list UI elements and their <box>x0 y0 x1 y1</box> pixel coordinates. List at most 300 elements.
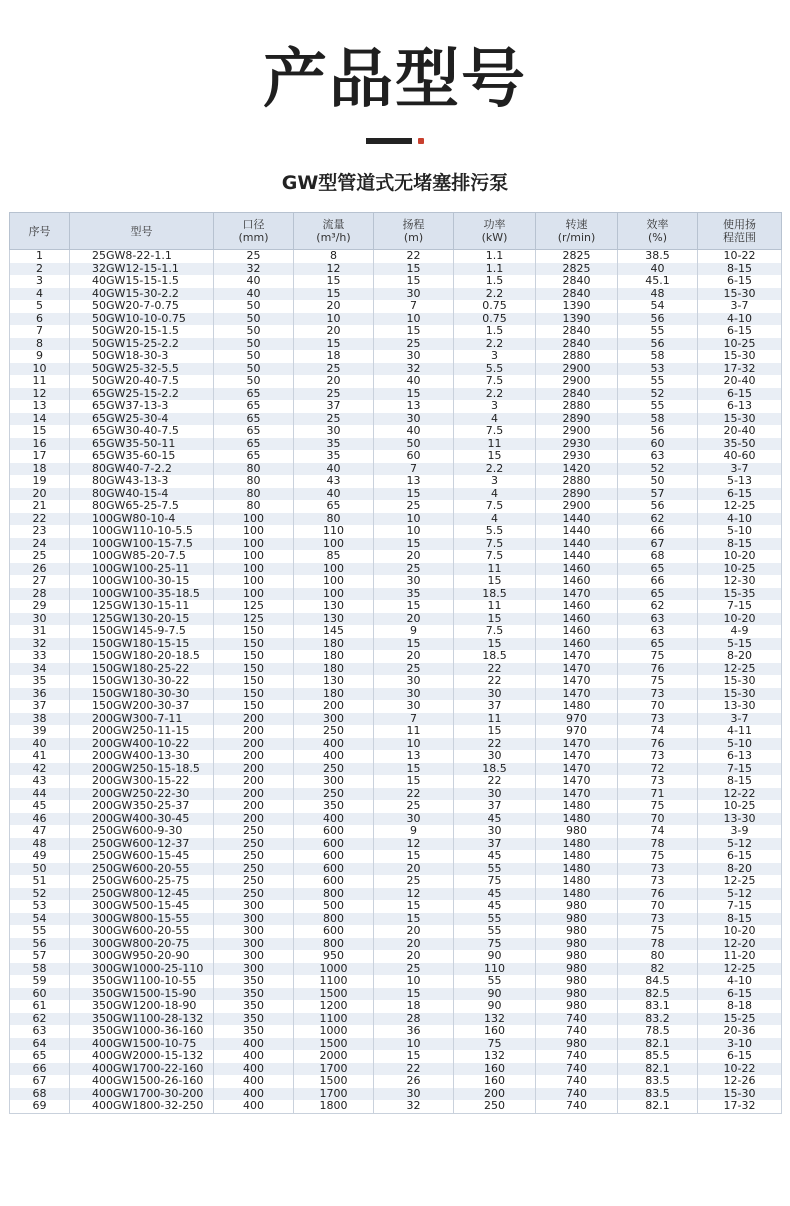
cell-speed: 970 <box>536 725 618 738</box>
cell-head: 25 <box>374 875 454 888</box>
cell-flow: 1500 <box>294 1075 374 1088</box>
cell-model: 200GW400-10-22 <box>70 738 214 751</box>
cell-power: 160 <box>454 1025 536 1038</box>
cell-speed: 2900 <box>536 500 618 513</box>
cell-speed: 1480 <box>536 838 618 851</box>
cell-index: 29 <box>10 600 70 613</box>
cell-head: 30 <box>374 575 454 588</box>
cell-head: 12 <box>374 888 454 901</box>
cell-diameter: 250 <box>214 863 294 876</box>
cell-flow: 350 <box>294 800 374 813</box>
cell-efficiency: 58 <box>618 413 698 426</box>
cell-efficiency: 70 <box>618 700 698 713</box>
cell-model: 32GW12-15-1.1 <box>70 263 214 276</box>
cell-head-range: 20-40 <box>698 375 782 388</box>
cell-efficiency: 73 <box>618 775 698 788</box>
cell-head: 20 <box>374 550 454 563</box>
cell-diameter: 150 <box>214 688 294 701</box>
cell-head-range: 8-15 <box>698 913 782 926</box>
cell-model: 200GW250-11-15 <box>70 725 214 738</box>
cell-diameter: 65 <box>214 425 294 438</box>
cell-power: 0.75 <box>454 313 536 326</box>
cell-model: 250GW600-15-45 <box>70 850 214 863</box>
cell-flow: 100 <box>294 538 374 551</box>
cell-diameter: 80 <box>214 463 294 476</box>
table-row <box>10 438 782 451</box>
cell-power: 5.5 <box>454 363 536 376</box>
cell-model: 100GW100-35-18.5 <box>70 588 214 601</box>
cell-speed: 2890 <box>536 488 618 501</box>
cell-power: 250 <box>454 1100 536 1113</box>
cell-power: 200 <box>454 1088 536 1101</box>
cell-efficiency: 38.5 <box>618 250 698 263</box>
cell-diameter: 65 <box>214 450 294 463</box>
table-row <box>10 325 782 338</box>
cell-diameter: 300 <box>214 950 294 963</box>
cell-speed: 1460 <box>536 638 618 651</box>
cell-flow: 1700 <box>294 1088 374 1101</box>
table-row <box>10 275 782 288</box>
table-row <box>10 588 782 601</box>
table-body <box>10 250 782 1114</box>
table-row <box>10 688 782 701</box>
cell-diameter: 400 <box>214 1100 294 1113</box>
cell-power: 75 <box>454 1038 536 1051</box>
cell-model: 65GW35-50-11 <box>70 438 214 451</box>
cell-efficiency: 62 <box>618 513 698 526</box>
col-header-index: 序号 <box>10 213 70 250</box>
cell-model: 400GW1500-10-75 <box>70 1038 214 1051</box>
cell-speed: 1460 <box>536 600 618 613</box>
cell-power: 15 <box>454 450 536 463</box>
cell-speed: 2900 <box>536 375 618 388</box>
cell-head: 40 <box>374 375 454 388</box>
cell-flow: 200 <box>294 700 374 713</box>
cell-diameter: 200 <box>214 788 294 801</box>
cell-head: 7 <box>374 300 454 313</box>
cell-diameter: 65 <box>214 438 294 451</box>
cell-head-range: 6-15 <box>698 325 782 338</box>
cell-speed: 1480 <box>536 875 618 888</box>
cell-head-range: 4-10 <box>698 513 782 526</box>
cell-efficiency: 63 <box>618 450 698 463</box>
cell-flow: 400 <box>294 813 374 826</box>
cell-flow: 950 <box>294 950 374 963</box>
cell-speed: 1390 <box>536 300 618 313</box>
cell-model: 250GW600-25-75 <box>70 875 214 888</box>
table-row <box>10 250 782 263</box>
cell-power: 7.5 <box>454 375 536 388</box>
cell-head-range: 10-25 <box>698 800 782 813</box>
table-row <box>10 663 782 676</box>
table-row <box>10 1075 782 1088</box>
cell-head-range: 6-13 <box>698 400 782 413</box>
cell-diameter: 50 <box>214 313 294 326</box>
cell-power: 7.5 <box>454 538 536 551</box>
cell-efficiency: 82.1 <box>618 1063 698 1076</box>
table-row <box>10 725 782 738</box>
cell-index: 23 <box>10 525 70 538</box>
cell-head: 30 <box>374 1088 454 1101</box>
cell-power: 2.2 <box>454 338 536 351</box>
cell-power: 18.5 <box>454 650 536 663</box>
cell-efficiency: 50 <box>618 475 698 488</box>
cell-diameter: 350 <box>214 1025 294 1038</box>
cell-efficiency: 54 <box>618 300 698 313</box>
cell-model: 150GW200-30-37 <box>70 700 214 713</box>
cell-diameter: 400 <box>214 1075 294 1088</box>
cell-power: 30 <box>454 688 536 701</box>
cell-flow: 250 <box>294 763 374 776</box>
cell-index: 3 <box>10 275 70 288</box>
cell-head: 36 <box>374 1025 454 1038</box>
cell-efficiency: 75 <box>618 675 698 688</box>
cell-diameter: 250 <box>214 850 294 863</box>
cell-index: 65 <box>10 1050 70 1063</box>
table-row <box>10 675 782 688</box>
table-row <box>10 500 782 513</box>
cell-power: 15 <box>454 725 536 738</box>
cell-diameter: 350 <box>214 988 294 1001</box>
cell-index: 38 <box>10 713 70 726</box>
cell-model: 250GW600-20-55 <box>70 863 214 876</box>
cell-efficiency: 76 <box>618 738 698 751</box>
cell-model: 50GW10-10-0.75 <box>70 313 214 326</box>
cell-diameter: 400 <box>214 1038 294 1051</box>
cell-speed: 1390 <box>536 313 618 326</box>
cell-speed: 1440 <box>536 525 618 538</box>
cell-efficiency: 75 <box>618 925 698 938</box>
cell-speed: 980 <box>536 988 618 1001</box>
cell-head-range: 3-7 <box>698 713 782 726</box>
cell-diameter: 200 <box>214 750 294 763</box>
cell-index: 36 <box>10 688 70 701</box>
cell-model: 200GW250-15-18.5 <box>70 763 214 776</box>
cell-index: 16 <box>10 438 70 451</box>
cell-index: 53 <box>10 900 70 913</box>
cell-index: 28 <box>10 588 70 601</box>
cell-model: 65GW25-15-2.2 <box>70 388 214 401</box>
cell-efficiency: 75 <box>618 800 698 813</box>
cell-head: 9 <box>374 825 454 838</box>
cell-head-range: 12-25 <box>698 963 782 976</box>
cell-power: 4 <box>454 413 536 426</box>
cell-head: 30 <box>374 350 454 363</box>
cell-model: 65GW35-60-15 <box>70 450 214 463</box>
cell-speed: 1460 <box>536 625 618 638</box>
cell-speed: 1470 <box>536 763 618 776</box>
cell-index: 62 <box>10 1013 70 1026</box>
cell-speed: 980 <box>536 913 618 926</box>
cell-speed: 1480 <box>536 863 618 876</box>
cell-flow: 65 <box>294 500 374 513</box>
cell-diameter: 200 <box>214 738 294 751</box>
cell-speed: 1470 <box>536 775 618 788</box>
cell-flow: 1200 <box>294 1000 374 1013</box>
cell-efficiency: 56 <box>618 338 698 351</box>
table-row <box>10 1088 782 1101</box>
cell-speed: 1440 <box>536 538 618 551</box>
cell-power: 7.5 <box>454 500 536 513</box>
cell-flow: 600 <box>294 825 374 838</box>
cell-efficiency: 55 <box>618 400 698 413</box>
cell-index: 50 <box>10 863 70 876</box>
cell-head: 12 <box>374 838 454 851</box>
cell-diameter: 200 <box>214 800 294 813</box>
cell-index: 55 <box>10 925 70 938</box>
cell-power: 2.2 <box>454 463 536 476</box>
cell-flow: 20 <box>294 300 374 313</box>
cell-power: 11 <box>454 438 536 451</box>
cell-efficiency: 52 <box>618 463 698 476</box>
cell-head-range: 20-40 <box>698 425 782 438</box>
cell-model: 400GW1500-26-160 <box>70 1075 214 1088</box>
cell-power: 22 <box>454 775 536 788</box>
table-row <box>10 513 782 526</box>
cell-index: 12 <box>10 388 70 401</box>
cell-efficiency: 66 <box>618 575 698 588</box>
col-header-efficiency: 效率 (%) <box>618 213 698 250</box>
table-row <box>10 1050 782 1063</box>
cell-power: 22 <box>454 675 536 688</box>
title-underline <box>366 138 412 144</box>
cell-efficiency: 56 <box>618 500 698 513</box>
cell-efficiency: 73 <box>618 688 698 701</box>
cell-head: 15 <box>374 1050 454 1063</box>
cell-flow: 30 <box>294 425 374 438</box>
cell-flow: 35 <box>294 450 374 463</box>
cell-head-range: 12-30 <box>698 575 782 588</box>
cell-speed: 1460 <box>536 563 618 576</box>
cell-index: 18 <box>10 463 70 476</box>
cell-flow: 145 <box>294 625 374 638</box>
cell-flow: 25 <box>294 363 374 376</box>
cell-power: 37 <box>454 838 536 851</box>
table-row <box>10 388 782 401</box>
table-row <box>10 988 782 1001</box>
cell-head: 22 <box>374 250 454 263</box>
cell-speed: 1480 <box>536 850 618 863</box>
cell-head-range: 12-26 <box>698 1075 782 1088</box>
cell-power: 55 <box>454 863 536 876</box>
cell-speed: 1470 <box>536 750 618 763</box>
cell-flow: 20 <box>294 375 374 388</box>
table-row <box>10 738 782 751</box>
cell-flow: 1800 <box>294 1100 374 1113</box>
cell-speed: 1480 <box>536 888 618 901</box>
cell-index: 2 <box>10 263 70 276</box>
cell-efficiency: 70 <box>618 900 698 913</box>
cell-head-range: 3-9 <box>698 825 782 838</box>
cell-model: 80GW40-7-2.2 <box>70 463 214 476</box>
cell-diameter: 40 <box>214 288 294 301</box>
cell-diameter: 100 <box>214 525 294 538</box>
cell-speed: 2840 <box>536 288 618 301</box>
cell-head: 32 <box>374 363 454 376</box>
table-row <box>10 450 782 463</box>
cell-model: 100GW100-15-7.5 <box>70 538 214 551</box>
table-row <box>10 1013 782 1026</box>
cell-speed: 980 <box>536 950 618 963</box>
cell-head-range: 3-7 <box>698 300 782 313</box>
cell-head: 28 <box>374 1013 454 1026</box>
cell-index: 26 <box>10 563 70 576</box>
cell-flow: 85 <box>294 550 374 563</box>
cell-diameter: 50 <box>214 363 294 376</box>
table-row <box>10 888 782 901</box>
table-row <box>10 650 782 663</box>
cell-speed: 2900 <box>536 425 618 438</box>
cell-efficiency: 83.1 <box>618 1000 698 1013</box>
cell-power: 90 <box>454 988 536 1001</box>
cell-index: 17 <box>10 450 70 463</box>
cell-diameter: 150 <box>214 650 294 663</box>
cell-model: 350GW1200-18-90 <box>70 1000 214 1013</box>
cell-index: 11 <box>10 375 70 388</box>
cell-flow: 130 <box>294 613 374 626</box>
cell-index: 44 <box>10 788 70 801</box>
cell-head: 15 <box>374 600 454 613</box>
cell-head: 26 <box>374 1075 454 1088</box>
col-header-model: 型号 <box>70 213 214 250</box>
table-row <box>10 488 782 501</box>
cell-power: 1.5 <box>454 325 536 338</box>
product-model-table <box>9 212 782 1114</box>
cell-diameter: 150 <box>214 638 294 651</box>
cell-head: 30 <box>374 813 454 826</box>
cell-diameter: 50 <box>214 375 294 388</box>
cell-efficiency: 80 <box>618 950 698 963</box>
cell-speed: 2900 <box>536 363 618 376</box>
cell-index: 54 <box>10 913 70 926</box>
cell-flow: 800 <box>294 888 374 901</box>
cell-efficiency: 82.1 <box>618 1100 698 1113</box>
cell-flow: 800 <box>294 938 374 951</box>
cell-efficiency: 72 <box>618 763 698 776</box>
cell-model: 100GW80-10-4 <box>70 513 214 526</box>
page-header <box>0 0 790 212</box>
cell-flow: 15 <box>294 338 374 351</box>
cell-speed: 1470 <box>536 738 618 751</box>
cell-head-range: 15-30 <box>698 350 782 363</box>
cell-index: 33 <box>10 650 70 663</box>
cell-head-range: 15-35 <box>698 588 782 601</box>
cell-flow: 100 <box>294 563 374 576</box>
cell-head-range: 10-20 <box>698 550 782 563</box>
cell-head: 10 <box>374 313 454 326</box>
table-row <box>10 950 782 963</box>
cell-head: 11 <box>374 725 454 738</box>
cell-flow: 600 <box>294 838 374 851</box>
cell-model: 150GW180-20-18.5 <box>70 650 214 663</box>
table-row <box>10 263 782 276</box>
page-title: 产品型号 <box>263 43 527 117</box>
table-row <box>10 838 782 851</box>
table-row <box>10 600 782 613</box>
cell-index: 59 <box>10 975 70 988</box>
cell-head-range: 6-15 <box>698 850 782 863</box>
col-header-power: 功率 (kW) <box>454 213 536 250</box>
cell-model: 40GW15-30-2.2 <box>70 288 214 301</box>
table-row <box>10 1100 782 1113</box>
cell-diameter: 200 <box>214 813 294 826</box>
cell-flow: 15 <box>294 288 374 301</box>
cell-efficiency: 74 <box>618 725 698 738</box>
table-row <box>10 375 782 388</box>
cell-index: 64 <box>10 1038 70 1051</box>
cell-speed: 980 <box>536 975 618 988</box>
table-row <box>10 525 782 538</box>
cell-head-range: 35-50 <box>698 438 782 451</box>
cell-head-range: 4-10 <box>698 313 782 326</box>
cell-power: 11 <box>454 713 536 726</box>
cell-head: 20 <box>374 950 454 963</box>
cell-head-range: 4-11 <box>698 725 782 738</box>
cell-model: 250GW600-9-30 <box>70 825 214 838</box>
cell-power: 45 <box>454 888 536 901</box>
cell-head: 10 <box>374 975 454 988</box>
cell-model: 300GW800-20-75 <box>70 938 214 951</box>
cell-flow: 1500 <box>294 988 374 1001</box>
cell-power: 45 <box>454 900 536 913</box>
cell-model: 150GW180-30-30 <box>70 688 214 701</box>
cell-power: 2.2 <box>454 288 536 301</box>
cell-model: 200GW250-22-30 <box>70 788 214 801</box>
cell-power: 75 <box>454 938 536 951</box>
cell-speed: 1440 <box>536 513 618 526</box>
cell-index: 6 <box>10 313 70 326</box>
table-row <box>10 825 782 838</box>
cell-speed: 1440 <box>536 550 618 563</box>
cell-head-range: 17-32 <box>698 1100 782 1113</box>
cell-diameter: 400 <box>214 1050 294 1063</box>
cell-model: 100GW100-30-15 <box>70 575 214 588</box>
cell-model: 350GW1100-28-132 <box>70 1013 214 1026</box>
cell-diameter: 400 <box>214 1063 294 1076</box>
cell-speed: 1470 <box>536 588 618 601</box>
cell-diameter: 300 <box>214 913 294 926</box>
cell-diameter: 100 <box>214 550 294 563</box>
cell-head: 30 <box>374 413 454 426</box>
cell-efficiency: 76 <box>618 663 698 676</box>
cell-flow: 80 <box>294 513 374 526</box>
cell-efficiency: 84.5 <box>618 975 698 988</box>
cell-diameter: 350 <box>214 975 294 988</box>
cell-flow: 43 <box>294 475 374 488</box>
cell-flow: 8 <box>294 250 374 263</box>
cell-index: 14 <box>10 413 70 426</box>
cell-speed: 740 <box>536 1013 618 1026</box>
cell-head-range: 15-30 <box>698 675 782 688</box>
cell-head-range: 15-30 <box>698 1088 782 1101</box>
cell-speed: 980 <box>536 825 618 838</box>
cell-head: 25 <box>374 800 454 813</box>
cell-index: 58 <box>10 963 70 976</box>
cell-flow: 180 <box>294 650 374 663</box>
cell-flow: 600 <box>294 875 374 888</box>
cell-flow: 20 <box>294 325 374 338</box>
cell-index: 9 <box>10 350 70 363</box>
cell-diameter: 150 <box>214 700 294 713</box>
cell-head-range: 8-15 <box>698 538 782 551</box>
cell-head: 10 <box>374 525 454 538</box>
cell-efficiency: 53 <box>618 363 698 376</box>
cell-speed: 1480 <box>536 813 618 826</box>
cell-model: 400GW1700-22-160 <box>70 1063 214 1076</box>
cell-speed: 2930 <box>536 438 618 451</box>
cell-head-range: 7-15 <box>698 600 782 613</box>
cell-head-range: 5-15 <box>698 638 782 651</box>
